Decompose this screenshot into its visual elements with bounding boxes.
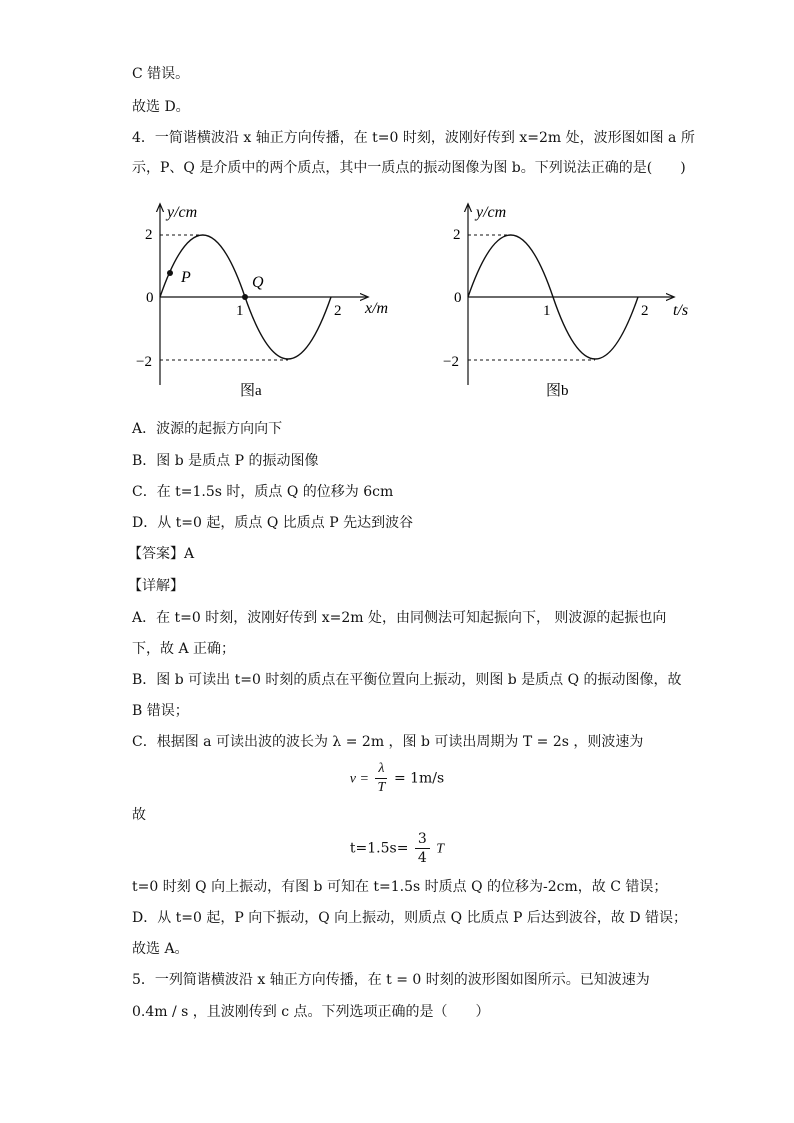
option-c: C．在 t=1.5s 时，质点 Q 的位移为 6cm (132, 484, 394, 500)
option-a: A．波源的起振方向向下 (132, 421, 283, 437)
question-5-stem: 0.4m / s ，且波刚传到 c 点。下列选项正确的是（ ） (132, 1004, 490, 1020)
point-p-dot (167, 270, 173, 276)
explanation-line: B 错误； (132, 703, 189, 719)
question-5-stem: 5．一列简谐横波沿 x 轴正方向传播，在 t = 0 时刻的波形图如图所示。已知波速为 (132, 972, 650, 988)
fraction (375, 760, 387, 797)
t-tick-2: 2 (641, 303, 649, 319)
question-4-stem: 4．一简谐横波沿 x 轴正方向传播，在 t=0 时刻，波刚好传到 x=2m 处，波形图如图 a 所 (132, 130, 695, 146)
fraction-denominator: 4 (417, 850, 427, 866)
t-axis-label: t/s (673, 302, 689, 319)
detail-label: 【详解】 (128, 578, 184, 594)
x-tick-1: 1 (236, 303, 244, 319)
text-line: 故选 A。 (132, 941, 189, 957)
formula-time (0, 830, 794, 867)
explanation-line: B．图 b 可读出 t=0 时刻的质点在平衡位置向上振动，则图 b 是质点 Q 的振动图像，故 (132, 672, 682, 688)
explanation-line: 下，故 A 正确； (132, 641, 236, 657)
option-b: B．图 b 是质点 P 的振动图像 (132, 453, 319, 469)
y-tick-bottom: −2 (136, 354, 152, 370)
explanation-line: t=0 时刻 Q 向上振动，有图 b 可知在 t=1.5s 时质点 Q 的位移为-2cm，故 C 错误； (132, 879, 668, 895)
formula-lhs: v = (349, 771, 369, 787)
figure-a-wave-graph (135, 195, 405, 410)
text-line: 故 (132, 807, 146, 823)
formula-rhs: = 1m/s (393, 770, 445, 787)
text-line: 故选 D。 (132, 99, 190, 115)
fraction-numerator: λ (375, 760, 387, 779)
formula-lhs: t=1.5s= (349, 840, 409, 857)
x-tick-2: 2 (334, 303, 342, 319)
figure-caption: 图b (546, 383, 569, 399)
formula-rhs: T (436, 841, 445, 857)
y-axis-label: y/cm (167, 204, 198, 221)
y-tick-bottom: −2 (443, 354, 459, 370)
explanation-line: C．根据图 a 可读出波的波长为 λ = 2m ，图 b 可读出周期为 T = 2s ，则波速为 (132, 734, 644, 750)
text-line: C 错误。 (132, 66, 190, 82)
question-4-stem: 示，P、Q 是介质中的两个质点，其中一质点的振动图像为图 b。下列说法正确的是( ) (132, 160, 686, 176)
origin-label: 0 (454, 290, 462, 306)
x-axis-label: x/m (365, 300, 389, 317)
y-tick-top: 2 (453, 227, 461, 243)
fraction-numerator: 3 (415, 830, 430, 849)
origin-label: 0 (146, 290, 154, 306)
point-q-label: Q (252, 274, 264, 291)
formula-wave-speed (0, 760, 794, 797)
y-axis-label: y/cm (476, 204, 507, 221)
t-tick-1: 1 (543, 303, 551, 319)
answer-label: 【答案】A (128, 546, 195, 562)
fraction-denominator: T (377, 780, 386, 795)
explanation-line: D．从 t=0 起，P 向下振动，Q 向上振动，则质点 Q 比质点 P 后达到波谷，故 D 错误； (132, 910, 688, 926)
explanation-line: A．在 t=0 时刻，波刚好传到 x=2m 处，由同侧法可知起振向下， 则波源的起振也向 (132, 610, 667, 626)
point-p-label: P (181, 269, 191, 286)
option-d: D．从 t=0 起，质点 Q 比质点 P 先达到波谷 (132, 515, 414, 531)
y-tick-top: 2 (145, 227, 153, 243)
figure-caption: 图a (240, 383, 262, 399)
fraction (415, 830, 430, 867)
figure-b-vibration-graph (440, 195, 710, 410)
point-q-dot (242, 294, 248, 300)
